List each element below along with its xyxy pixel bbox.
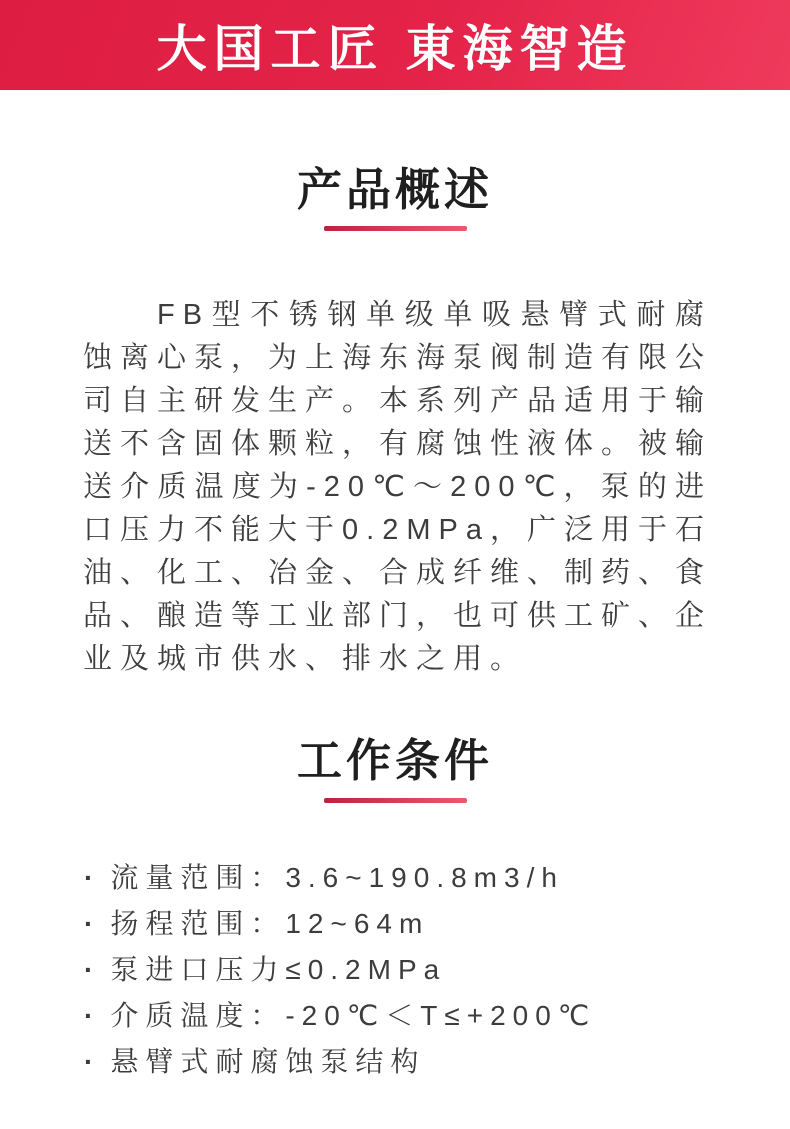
list-item-text: 流量范围：3.6~190.8m3/h bbox=[110, 861, 564, 893]
section-title-overview: 产品概述 bbox=[296, 164, 493, 215]
title-underline bbox=[324, 226, 467, 231]
list-item-text: 介质温度：-20℃＜T≤+200℃ bbox=[110, 999, 597, 1031]
list-item bbox=[84, 947, 730, 993]
working-conditions-list bbox=[84, 855, 730, 1085]
list-item-text: 泵进口压力≤0.2MPa bbox=[110, 953, 447, 985]
section-working-conditions bbox=[0, 733, 790, 1084]
title-underline bbox=[324, 798, 467, 803]
list-item bbox=[84, 1039, 730, 1085]
bullet-icon: · bbox=[84, 1045, 101, 1077]
list-item bbox=[84, 855, 730, 901]
bullet-icon: · bbox=[84, 999, 101, 1031]
list-item bbox=[84, 901, 730, 947]
header-banner bbox=[0, 0, 790, 90]
bullet-icon: · bbox=[84, 907, 101, 939]
overview-paragraph: FB型不锈钢单级单吸悬臂式耐腐蚀离心泵，为上海东海泵阀制造有限公司自主研发生产。本系列产品适用于输送不含固体颗粒，有腐蚀性液体。被输送介质温度为-20℃～200℃，泵的进口压力不能大于0.2MPa，广泛用于石油、化工、冶金、合成纤维、制药、食品、酿造等工业部门，也可供工矿、企业及城市供水、排水之用。 bbox=[83, 299, 713, 676]
section-head-conditions bbox=[0, 733, 790, 802]
banner-title: 大国工匠 東海智造 bbox=[156, 21, 634, 77]
list-item bbox=[84, 993, 730, 1039]
list-item-text: 悬臂式耐腐蚀泵结构 bbox=[110, 1045, 426, 1077]
section-head-overview bbox=[0, 162, 790, 231]
bullet-icon: · bbox=[84, 953, 101, 985]
list-item-text: 扬程范围：12~64m bbox=[110, 907, 430, 939]
bullet-icon: · bbox=[84, 861, 101, 893]
bottom-whitespace bbox=[0, 1085, 790, 1129]
section-product-overview bbox=[0, 162, 790, 681]
section-title-conditions: 工作条件 bbox=[296, 735, 493, 787]
